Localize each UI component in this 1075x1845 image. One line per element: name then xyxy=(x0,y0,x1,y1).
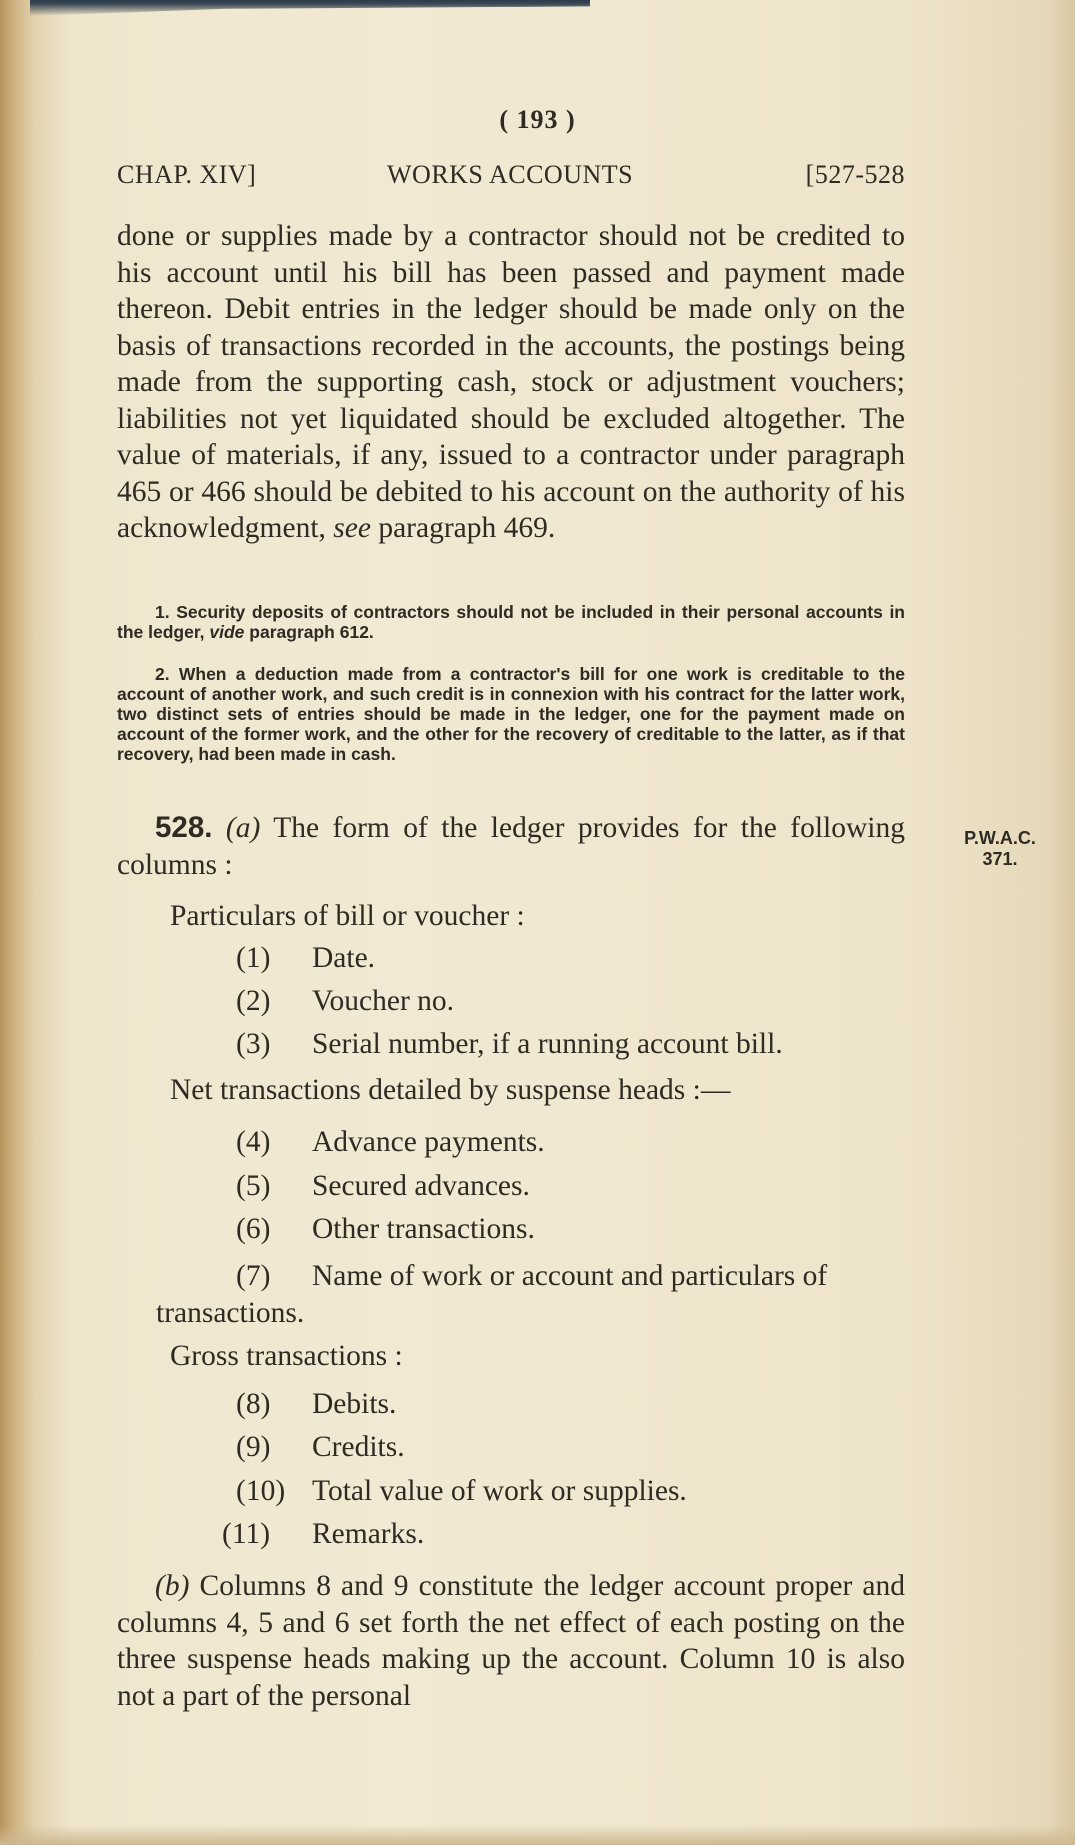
para-528-sub: (a) xyxy=(225,812,261,844)
paragraph-528 xyxy=(117,810,905,883)
scan-bottom-edge xyxy=(0,1825,1075,1845)
gross-transactions-heading: Gross transactions : xyxy=(170,1340,403,1372)
see-emphasis: see xyxy=(333,512,371,544)
vide-emphasis: vide xyxy=(209,622,245,642)
list-item: (11) Remarks. xyxy=(222,1518,425,1550)
header-chapter: CHAP. XIV] xyxy=(117,160,257,189)
particulars-heading: Particulars of bill or voucher : xyxy=(170,900,525,932)
net-transactions-heading: Net transactions detailed by suspense heads :— xyxy=(170,1074,731,1106)
list-item: (7) Name of work or account and particulars of transactions. xyxy=(156,1260,828,1329)
header-paragraphs: [527-528 xyxy=(805,160,905,189)
list-item: (5) Secured advances. xyxy=(236,1170,530,1202)
footnote-2 xyxy=(117,664,905,764)
footnote-1 xyxy=(117,602,905,642)
list-item: (6) Other transactions. xyxy=(236,1213,535,1245)
list-item: (4) Advance payments. xyxy=(236,1126,545,1158)
margin-ref-number: 371. xyxy=(982,849,1018,869)
para-528-text: The form of the ledger provides for the following columns : xyxy=(117,812,906,881)
continuation-text: done or supplies made by a contractor should not be credited to his account until his bill has been passed and payment made thereon. Debit entries in the ledger should be made only on the basis of transactions recorded in the accounts, the postings being made from the supporting cash, stock or adjustment vouchers; liabilities not yet liquidated should be excluded altogether. The value of materials, if any, issued to a contractor under paragraph 465 or 466 should be debited to his account on the authority of his acknowledgment, xyxy=(117,220,905,544)
note-2-text: 2. When a deduction made from a contractor's bill for one work is creditable to the account of another work, and such credit is in connexion with his contract for the latter work, two distinct sets of entries should be made in the ledger, one for the payment made on account of the former work, and the other for the recovery of creditable to the latter, as if that recovery, had been made in cash. xyxy=(117,664,905,764)
margin-ref-source: P.W.A.C. xyxy=(964,828,1036,848)
header-title: WORKS ACCOUNTS xyxy=(387,160,634,189)
list-item: (2) Voucher no. xyxy=(236,985,455,1017)
continuation-end: paragraph 469. xyxy=(370,512,556,544)
continuation-paragraph xyxy=(117,218,905,547)
margin-reference xyxy=(960,828,1040,870)
list-item: (10) Total value of work or supplies. xyxy=(236,1475,687,1507)
para-b-text: Columns 8 and 9 constitute the ledger account proper and columns 4, 5 and 6 set forth the net effect of each posting on the three suspense heads making up the account. Column 10 is also not a part of the personal xyxy=(117,1570,905,1712)
page-number: ( 193 ) xyxy=(499,105,576,134)
list-item: (1) Date. xyxy=(236,942,376,974)
para-528-number: 528. xyxy=(155,811,213,844)
note-1-text: 1. Security deposits of contractors should not be included in their personal accounts in the ledger, xyxy=(117,602,905,642)
list-item: (3) Serial number, if a running account bill. xyxy=(236,1028,783,1060)
scan-edge-shadow xyxy=(30,0,590,16)
para-b-sub: (b) xyxy=(155,1570,190,1602)
list-item: (9) Credits. xyxy=(236,1431,405,1463)
list-item: (8) Debits. xyxy=(236,1388,397,1420)
paragraph-b xyxy=(117,1568,905,1714)
note-1-tail: paragraph 612. xyxy=(244,622,374,642)
